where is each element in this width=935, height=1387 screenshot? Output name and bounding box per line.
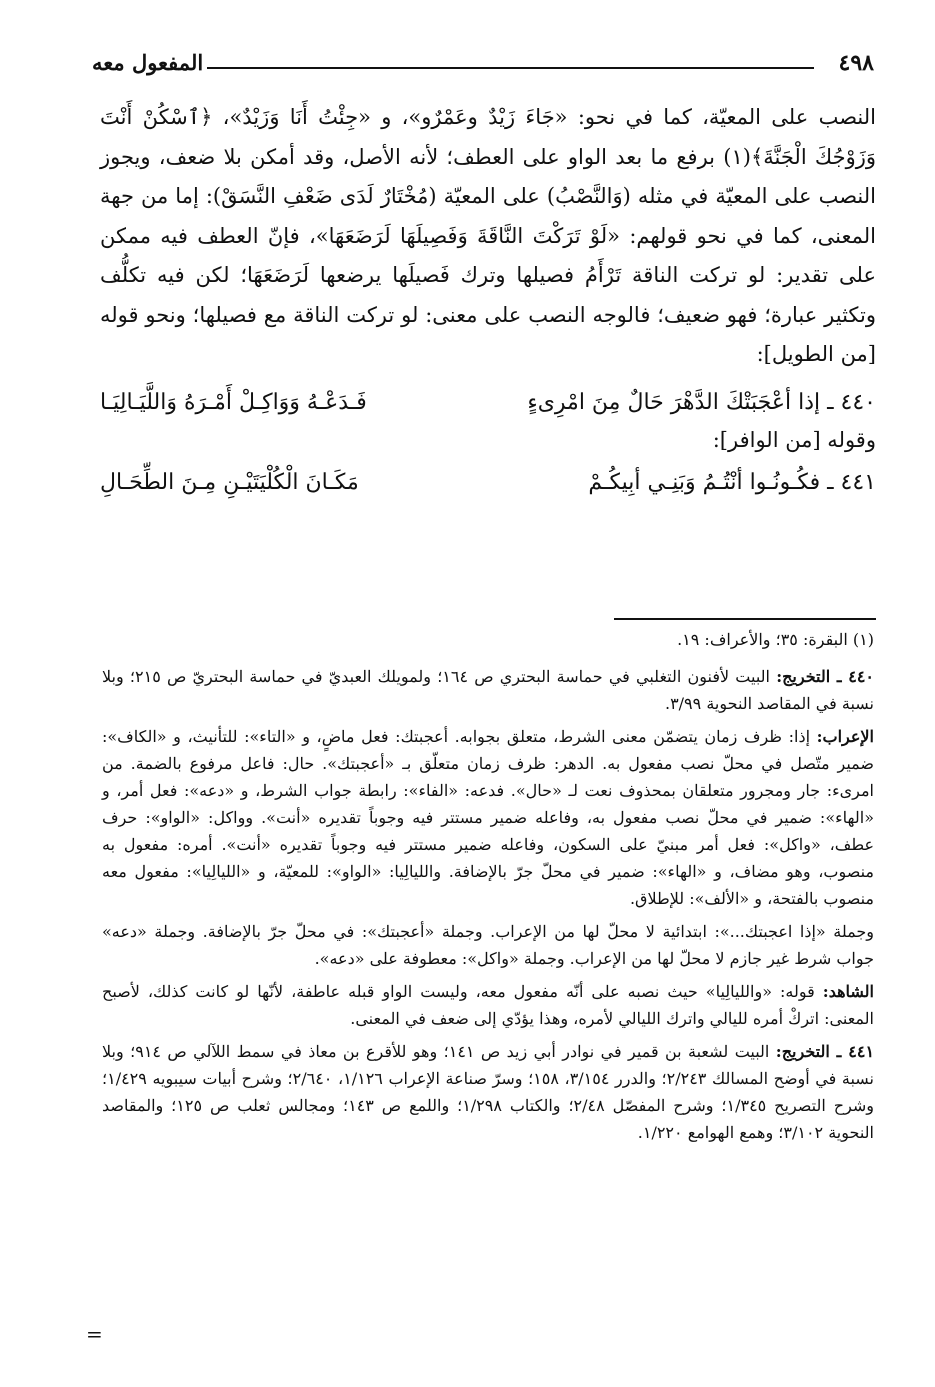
takhrij-440-text: البيت لأفنون التغلبي في حماسة البحتري ص ١٦٤؛ ولمويلك العبديّ في حماسة البحتريّ ص ٢١٥؛ وبلا نسبة في المقاصد النحوية ٣/٩٩. — [102, 667, 874, 713]
footnotes — [102, 626, 874, 1152]
takhrij-441-label: ٤٤١ ـ التخريج: — [775, 1042, 875, 1061]
verse-440-first-hemistich: ٤٤٠ ـ إذا أعْجَبَتْكَ الدَّهْرَ حَالٌ مِنَ امْرِىءٍ — [527, 389, 876, 415]
verse-440-second-hemistich: فَـدَعْـهُ وَوَاكِـلْ أَمْـرَهُ وَاللَّيَـالِيَـا — [100, 389, 367, 415]
page-header — [92, 46, 874, 82]
running-title: المفعول معه — [92, 50, 204, 75]
margin-mark: = — [86, 1322, 103, 1346]
takhrij-441-text: البيت لشعبة بن قمير في نوادر أبي زيد ص ١٤١؛ وهو للأقرع بن معاذ في سمط اللآلي ص ٩١٤؛ وبلا نسبة في أوضح المسالك ٢/٢٤٣؛ والدرر ٣/١٥٤، ١٥٨؛ وسرّ صناعة الإعراب ١/١٢٦، ٢/٦٤٠؛ وشرح أبيات سيبويه ١/٤٢٩؛ وشرح التصريح ١/٣٤٥؛ وشرح المفصّل ٢/٤٨؛ والكتاب ١/٢٩٨؛ واللمع ص ١٤٣؛ ومجالس ثعلب ص ١٢٥؛ والمقاصد النحوية ٣/١٠٢؛ وهمع الهوامع ١/٢٢٠. — [102, 1042, 875, 1142]
verse-441-second-hemistich: مَكَـانَ الْكُلْيَتَيْـنِ مِـنَ الطِّحَـالِ — [100, 469, 359, 495]
main-text — [100, 98, 876, 505]
shahid-text: قوله: «والليالِيا» حيث نصبه على أنّه مفعول معه، وليست الواو قبله عاطفة، لأنّها لو كانت كذلك، لأصبح المعنى: اتركْ أمره لليالي واترك الليالي لأمره، وهذا يؤدّي إلى ضعف في المعنى. — [102, 982, 874, 1028]
takhrij-440-label: ٤٤٠ ـ التخريج: — [776, 667, 874, 686]
header-rule — [207, 67, 814, 69]
jumla-440: وجملة «إذا اعجبتك...»: ابتدائية لا محلّ لها من الإعراب. وجملة «أعجبتك»: في محلّ جرّ بالإضافة. وجملة «دعه» جواب شرط غير جازم لا محلّ لها من الإعراب. وجملة «واكل»: معطوفة على «دعه». — [102, 922, 874, 968]
footnote-1: (١) البقرة: ٣٥؛ والأعراف: ١٩. — [677, 630, 874, 649]
shahid-label: الشاهد: — [822, 982, 874, 1001]
footnote-separator — [614, 618, 876, 620]
irab-label: الإعراب: — [816, 727, 874, 746]
takhrij-441 — [102, 1038, 874, 1146]
takhrij-440 — [102, 663, 874, 717]
irab-text: إذا: ظرف زمان يتضمّن معنى الشرط، متعلق بجوابه. أعجبتك: فعل ماضٍ، و «التاء»: للتأنيث، و «الكاف»: ضمير متّصل في محلّ نصب مفعول به. الدهر: ظرف زمان متعلّق بـ «أعجبتك». حال: فاعل مرفوع بالضمة. من امرىء: جار ومجرور متعلقان بمحذوف نعت لـ «حال». فدعه: «الفاء»: رابطة جواب الشرط، و «دعه»: فعل أمر، و «الهاء»: ضمير في محلّ نصب مفعول به، وفاعله ضمير مستتر فيه وجوباً تقديره «أنت». وواكل: «الواو»: حرف عطف، «واكل»: فعل أمر مبنيّ على السكون، وفاعله ضمير مستتر فيه وجوباً تقديره «أنت». أمره: مفعول به منصوب، وهو مضاف، و «الهاء»: ضمير في محلّ جرّ بالإضافة. والليالِيا: «الواو»: للمعيّة، و «الليالِيا»: مفعول معه منصوب بالفتحة، و «الألف»: للإطلاق. — [102, 727, 874, 908]
body-paragraph: النصب على المعيّة، كما في نحو: «جَاءَ زَيْدٌ وعَمْرٌو»، و «جِئْتُ أَنَا وَزَيْدٌ»، ﴿ٱسْكُنْ أَنْتَ وَزَوْجُكَ الْجَنَّةَ﴾(١) برفع ما بعد الواو على العطف؛ لأنه الأصل، وقد أمكن بلا ضعف، ويجوز النصب على المعيّة في مثله (وَالنَّصْبُ) على المعيّة (مُخْتَارٌ لَدَى ضَعْفِ النَّسَقْ): إما من جهة المعنى، كما في نحو قولهم: «لَوْ تَرَكْتَ النَّاقَةَ وَفَصِيلَهَا لَرَضَعَهَا»، فإنّ العطف فيه ممكن على تقدير: لو تركت الناقة تَرْأَمُ فصيلها وترك فَصيلَها يرضعها لَرَضَعَهَا؛ لكن فيه تكلُّف وتكثير عبارة؛ فهو ضعيف؛ فالوجه النصب على معنى: لو تركت الناقة مع فصيلها؛ ونحو قوله [من الطويل]: — [100, 105, 877, 366]
verse-441-intro: وقوله [من الوافر]: — [712, 427, 876, 452]
verse-441 — [100, 461, 876, 505]
page-number: ٤٩٨ — [838, 50, 874, 76]
shahid-440 — [102, 978, 874, 1032]
verse-440 — [100, 381, 876, 425]
irab-440 — [102, 723, 874, 912]
verse-441-first-hemistich: ٤٤١ ـ فكُـونُـوا أنْتُـمُ وَبَنِـي أبِيكُـمْ — [588, 469, 876, 495]
